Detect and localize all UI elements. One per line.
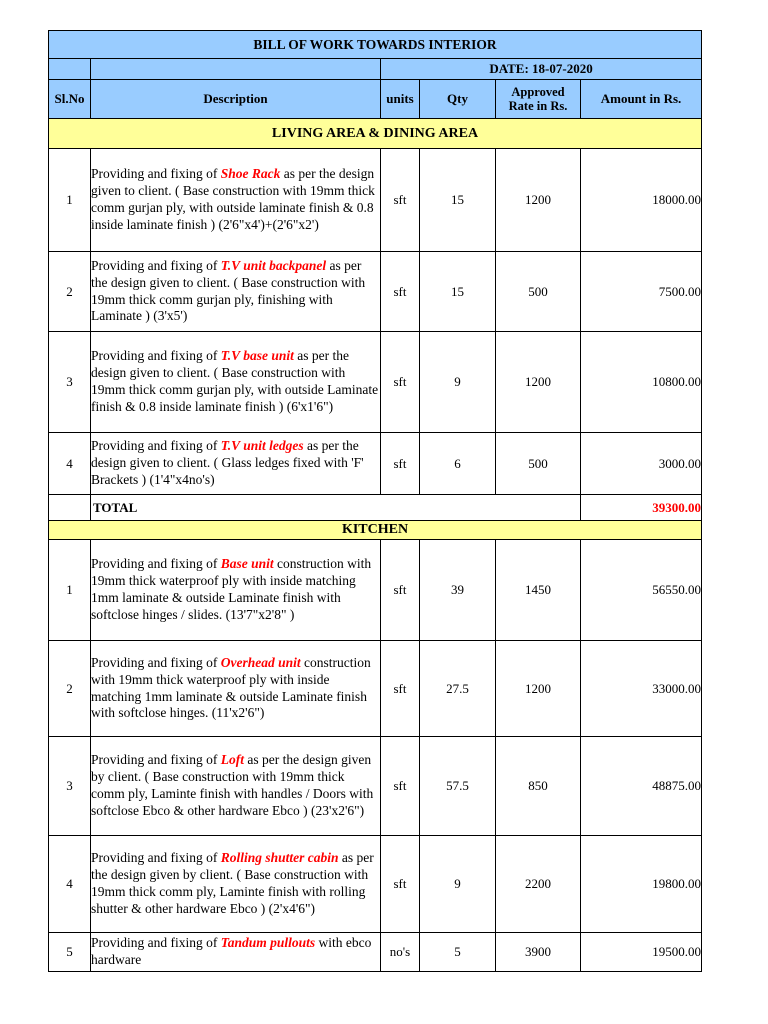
item-slno: 5	[49, 933, 91, 972]
bill-table	[48, 30, 702, 972]
item-rate: 1200	[496, 641, 581, 737]
table-row	[49, 836, 702, 933]
item-slno: 4	[49, 433, 91, 495]
item-name: T.V unit ledges	[220, 438, 304, 454]
item-rate: 500	[496, 252, 581, 332]
item-slno: 2	[49, 252, 91, 332]
total-blank	[49, 495, 91, 521]
item-qty: 5	[420, 933, 496, 972]
item-slno: 1	[49, 540, 91, 641]
item-amount: 7500.00	[581, 252, 702, 332]
item-slno: 4	[49, 836, 91, 933]
item-amount: 3000.00	[581, 433, 702, 495]
total-label: TOTAL	[91, 495, 581, 521]
description-suffix: as per the design given to client. ( Base construction with 19mm thick comm gurjan ply, with outside Laminate finish & 0.8 inside laminate finish ) (6'x1'6")	[91, 348, 379, 414]
description-prefix: Providing and fixing of	[91, 166, 221, 182]
item-units: sft	[381, 149, 420, 252]
item-rate: 1200	[496, 332, 581, 433]
item-name: Rolling shutter cabin	[220, 850, 339, 866]
description-suffix: as per the design given to client. ( Base construction with 19mm thick comm gurjan ply, with outside laminate finish & 0.8 inside laminate finish ) (2'6"x4')+(2'6"x2')	[91, 166, 375, 232]
item-amount: 10800.00	[581, 332, 702, 433]
header-amount: Amount in Rs.	[581, 80, 702, 119]
item-description	[91, 332, 381, 433]
description-suffix: construction with 19mm thick waterproof ply with inside matching 1mm laminate & outside Laminate finish with softclose hinges / slides. (13'7"x2'8" )	[91, 556, 372, 622]
item-name: Tandum pullouts	[220, 935, 316, 951]
item-units: sft	[381, 836, 420, 933]
date-blank-slno	[49, 59, 91, 80]
item-description	[91, 433, 381, 495]
total-amount: 39300.00	[581, 495, 702, 521]
item-amount: 19800.00	[581, 836, 702, 933]
item-amount: 48875.00	[581, 737, 702, 836]
item-units: sft	[381, 332, 420, 433]
item-qty: 9	[420, 332, 496, 433]
item-description	[91, 737, 381, 836]
description-prefix: Providing and fixing of	[91, 654, 221, 670]
description-prefix: Providing and fixing of	[91, 556, 221, 572]
description-suffix: as per the design given by client. ( Base construction with 19mm thick comm ply, Laminte finish with handles / Doors with softclose Ebco & other hardware Ebco ) (23'x2'6")	[91, 752, 374, 818]
item-qty: 9	[420, 836, 496, 933]
item-name: Loft	[220, 752, 244, 768]
item-description	[91, 540, 381, 641]
item-description	[91, 836, 381, 933]
description-prefix: Providing and fixing of	[91, 935, 221, 951]
description-suffix: with ebco hardware	[91, 935, 372, 967]
item-description	[91, 149, 381, 252]
header-units: units	[381, 80, 420, 119]
description-prefix: Providing and fixing of	[91, 438, 221, 454]
item-name: Base unit	[220, 556, 274, 572]
item-slno: 3	[49, 332, 91, 433]
item-units: no's	[381, 933, 420, 972]
item-units: sft	[381, 540, 420, 641]
total-row	[49, 495, 702, 521]
item-name: T.V unit backpanel	[220, 257, 327, 273]
item-qty: 6	[420, 433, 496, 495]
description-suffix: as per the design given to client. ( Glass ledges fixed with 'F' Brackets ) (1'4"x4no's)	[91, 438, 364, 487]
table-row	[49, 433, 702, 495]
item-rate: 850	[496, 737, 581, 836]
item-units: sft	[381, 252, 420, 332]
item-qty: 15	[420, 252, 496, 332]
description-suffix: as per the design given by client. ( Base construction with 19mm thick comm ply, Laminte finish with rolling shutter & other hardware Ebco ) (2'x4'6")	[91, 850, 374, 916]
item-amount: 19500.00	[581, 933, 702, 972]
item-rate: 2200	[496, 836, 581, 933]
item-description	[91, 252, 381, 332]
description-suffix: construction with 19mm thick waterproof ply with inside matching 1mm laminate & outside Laminate finish with softclose hinges. (11'x2'6")	[91, 654, 371, 721]
item-name: Shoe Rack	[220, 166, 281, 182]
item-rate: 3900	[496, 933, 581, 972]
bill-title: BILL OF WORK TOWARDS INTERIOR	[49, 31, 702, 59]
item-units: sft	[381, 433, 420, 495]
item-qty: 15	[420, 149, 496, 252]
table-row	[49, 332, 702, 433]
bill-date: DATE: 18-07-2020	[381, 59, 702, 80]
table-row	[49, 252, 702, 332]
header-slno: Sl.No	[49, 80, 91, 119]
table-row	[49, 641, 702, 737]
item-description	[91, 933, 381, 972]
item-qty: 57.5	[420, 737, 496, 836]
header-rate-line2: Rate in Rs.	[508, 99, 568, 113]
table-row	[49, 933, 702, 972]
item-qty: 39	[420, 540, 496, 641]
header-qty: Qty	[420, 80, 496, 119]
section-header: LIVING AREA & DINING AREA	[49, 119, 702, 149]
table-row	[49, 540, 702, 641]
header-approved-rate	[496, 80, 581, 119]
item-slno: 3	[49, 737, 91, 836]
description-prefix: Providing and fixing of	[91, 257, 221, 273]
section-header: KITCHEN	[49, 521, 702, 540]
item-rate: 1450	[496, 540, 581, 641]
date-blank-description	[91, 59, 381, 80]
table-row	[49, 737, 702, 836]
item-name: T.V base unit	[220, 348, 294, 364]
description-prefix: Providing and fixing of	[91, 348, 221, 364]
description-suffix: as per the design given to client. ( Base construction with 19mm thick comm gurjan ply, finishing with Laminate ) (3'x5')	[91, 257, 366, 324]
header-rate-line1: Approved	[511, 85, 565, 99]
item-name: Overhead unit	[220, 654, 301, 670]
item-slno: 1	[49, 149, 91, 252]
item-description	[91, 641, 381, 737]
description-prefix: Providing and fixing of	[91, 752, 221, 768]
item-units: sft	[381, 737, 420, 836]
item-units: sft	[381, 641, 420, 737]
description-prefix: Providing and fixing of	[91, 850, 221, 866]
item-qty: 27.5	[420, 641, 496, 737]
item-slno: 2	[49, 641, 91, 737]
table-row	[49, 149, 702, 252]
item-amount: 56550.00	[581, 540, 702, 641]
header-description: Description	[91, 80, 381, 119]
bill-body	[49, 119, 702, 972]
item-amount: 33000.00	[581, 641, 702, 737]
item-rate: 1200	[496, 149, 581, 252]
item-rate: 500	[496, 433, 581, 495]
item-amount: 18000.00	[581, 149, 702, 252]
